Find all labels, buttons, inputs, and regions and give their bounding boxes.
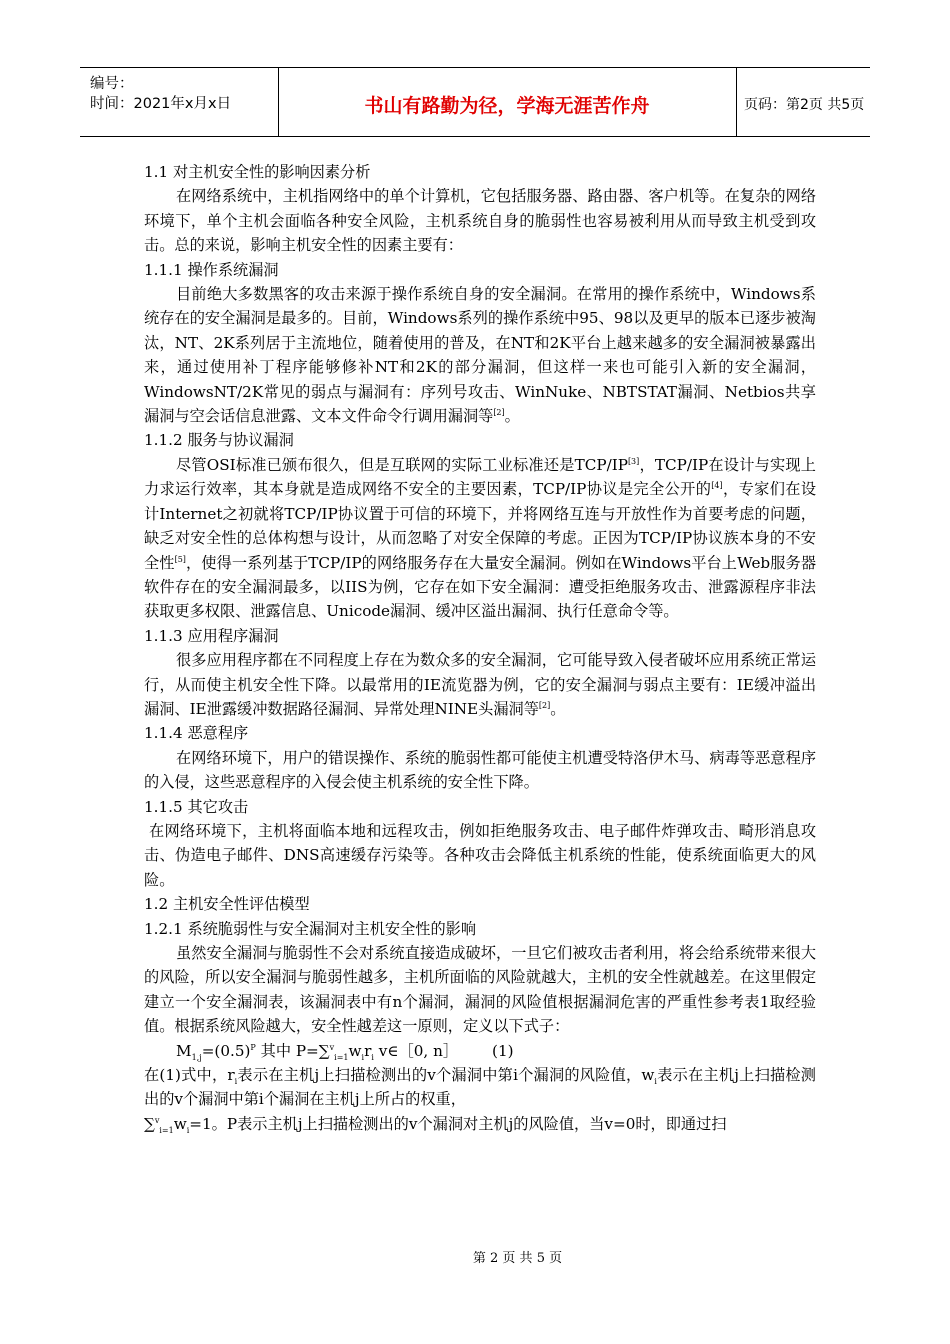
formula-subscript: i=1 [159, 1125, 174, 1135]
paragraph-text: 。 [504, 407, 520, 426]
formula-subscript: i=1 [334, 1052, 349, 1062]
header-motto: 书山有路勤为径，学海无涯苦作舟 [364, 95, 650, 117]
header-table [80, 67, 870, 137]
formula-subscript: i [234, 1077, 238, 1087]
formula-text: M [176, 1041, 192, 1060]
formula-text: ∑ [144, 1114, 155, 1133]
formula-subscript: i [371, 1052, 374, 1062]
section-heading-1-1-3: 1.1.3 应用程序漏洞 [144, 626, 279, 645]
section-heading-1-1-1: 1.1.1 操作系统漏洞 [144, 260, 279, 279]
paragraph [144, 1112, 816, 1136]
section-heading-1-2-1: 1.2.1 系统脆弱性与安全漏洞对主机安全性的影响 [144, 919, 477, 938]
paragraph-text: ，专家们在设计Internet之初就将TCP/IP协议置于可信的环境下，并将网络互连与开放性作为首要考虑的问题，缺乏对安全性的总体构想与设计，从而忽略了对安全保障的考虑。正因为TCP/IP协议族本身的不安全性 [144, 480, 817, 572]
paragraph-text: 。 [550, 699, 566, 718]
formula-text: w [173, 1114, 187, 1133]
formula-text: =(0.5) [201, 1041, 251, 1060]
formula-subscript: i [361, 1052, 365, 1062]
paragraph: 在网络环境下，主机将面临本地和远程攻击，例如拒绝服务攻击、电子邮件炸弹攻击、畸形消息攻击、伪造电子邮件、DNS高速缓存污染等。各种攻击会降低主机系统的性能，使系统面临更大的风险。 [144, 821, 816, 889]
document-body [144, 160, 816, 1136]
formula-superscript: v [329, 1042, 335, 1052]
paragraph [144, 282, 816, 428]
paragraph [144, 648, 816, 721]
page-footer: 第 2 页 共 5 页 [472, 1251, 563, 1266]
formula-superscript: v [154, 1115, 160, 1125]
formula-text: 其中 P=∑ [255, 1041, 330, 1060]
header-left-cell [80, 68, 279, 136]
formula-text: r [364, 1041, 372, 1060]
document-time-label: 时间：2021年x月x日 [90, 96, 232, 112]
citation-ref: [2] [493, 408, 505, 417]
paragraph: 在网络系统中，主机指网络中的单个计算机，它包括服务器、路由器、客户机等。在复杂的网络环境下，单个主机会面临各种安全风险，主机系统自身的脆弱性也容易被利用从而导致主机受到攻击。总的来说，影响主机安全性的因素主要有： [144, 187, 816, 255]
paragraph [144, 1063, 816, 1112]
paragraph-text: 表示在主机j上扫描检测出的v个漏洞中第i个漏洞的风险值，w [237, 1066, 655, 1085]
formula-superscript: P [250, 1042, 256, 1052]
document-number-label: 编号： [90, 76, 134, 92]
paragraph-text: 表示在主机j上扫描检测出的v个漏洞中第i个漏洞在主机j上所占的权重， [144, 1066, 816, 1109]
section-heading-1-2: 1.2 主机安全性评估模型 [144, 895, 310, 914]
formula-subscript: i [186, 1125, 190, 1135]
paragraph: 虽然安全漏洞与脆弱性不会对系统直接造成破坏，一旦它们被攻击者利用，将会给系统带来很大的风险，所以安全漏洞与脆弱性越多，主机所面临的风险就越大，主机的安全性就越差。在这里假定建立一个安全漏洞表，该漏洞表中有n个漏洞，漏洞的风险值根据漏洞危害的严重性参考表1取经验值。根据系统风险越大，安全性越差这一原则，定义以下式子： [144, 944, 816, 1036]
formula-subscript: 1,j [191, 1052, 202, 1062]
formula-text: w [348, 1041, 362, 1060]
paragraph-text: ，TCP/IP在设计与实现上力求运行效率，其本身就是造成网络不安全的主要因素，TCP/IP协议是完全公开的 [144, 455, 816, 499]
citation-ref: [4] [711, 481, 723, 491]
equation-1 [144, 1039, 816, 1063]
paragraph [144, 453, 816, 624]
section-heading-1-1-4: 1.1.4 恶意程序 [144, 724, 249, 743]
section-heading-1-1: 1.1 对主机安全性的影响因素分析 [144, 163, 371, 181]
citation-ref: [2] [538, 700, 551, 710]
section-heading-1-1-2: 1.1.2 服务与协议漏洞 [144, 431, 294, 450]
equation-number: (1) [492, 1041, 514, 1060]
header-center-cell [278, 68, 737, 136]
header-page-info: 页码：第2页 共5页 [744, 97, 865, 113]
paragraph-text: 目前绝大多数黑客的攻击来源于操作系统自身的安全漏洞。在常用的操作系统中，Windows系统存在的安全漏洞是最多的。目前，Windows系列的操作系统中95、98以及更早的版本已逐步被淘汰，NT、2K系列居于主流地位，随着使用的普及，在NT和2K平台上越来越多的安全漏洞被暴露出来，通过使用补丁程序能够修补NT和2K的部分漏洞，但这样一来也可能引入新的安全漏洞，WindowsNT/2K常见的弱点与漏洞有：序列号攻击、WinNuke、NBTSTAT漏洞、Netbios共享漏洞与空会话信息泄露、文本文件命令行调用漏洞等 [144, 285, 816, 426]
header-right-cell [736, 68, 870, 136]
paragraph: 在网络环境下，用户的错误操作、系统的脆弱性都可能使主机遭受特洛伊木马、病毒等恶意程序的入侵，这些恶意程序的入侵会使主机系统的安全性下降。 [144, 748, 816, 792]
paragraph-text: 尽管OSI标准已颁布很久，但是互联网的实际工业标准还是TCP/IP [176, 455, 628, 474]
citation-ref: [5] [174, 554, 186, 564]
formula-subscript: i [654, 1077, 657, 1087]
paragraph-text: 在(1)式中，r [144, 1066, 235, 1085]
formula-text: v∈［0, n］ [373, 1041, 459, 1060]
paragraph-text: =1。P表示主机j上扫描检测出的v个漏洞对主机j的风险值，当v=0时，即通过扫 [189, 1114, 727, 1133]
paragraph-text: 很多应用程序都在不同程度上存在为数众多的安全漏洞，它可能导致入侵者破坏应用系统正常运行，从而使主机安全性下降。以最常用的IE流览器为例，它的安全漏洞与弱点主要有：IE缓冲溢出漏洞、IE泄露缓冲数据路径漏洞、异常处理NINE头漏洞等 [144, 651, 816, 718]
citation-ref: [3] [627, 456, 640, 466]
paragraph-text: ，使得一系列基于TCP/IP的网络服务存在大量安全漏洞。例如在Windows平台上Web服务器软件存在的安全漏洞最多，以IIS为例，它存在如下安全漏洞：遭受拒绝服务攻击、泄露源程序非法获取更多权限、泄露信息、Unicode漏洞、缓冲区溢出漏洞、执行任意命令等。 [144, 553, 817, 621]
section-heading-1-1-5: 1.1.5 其它攻击 [144, 797, 249, 816]
